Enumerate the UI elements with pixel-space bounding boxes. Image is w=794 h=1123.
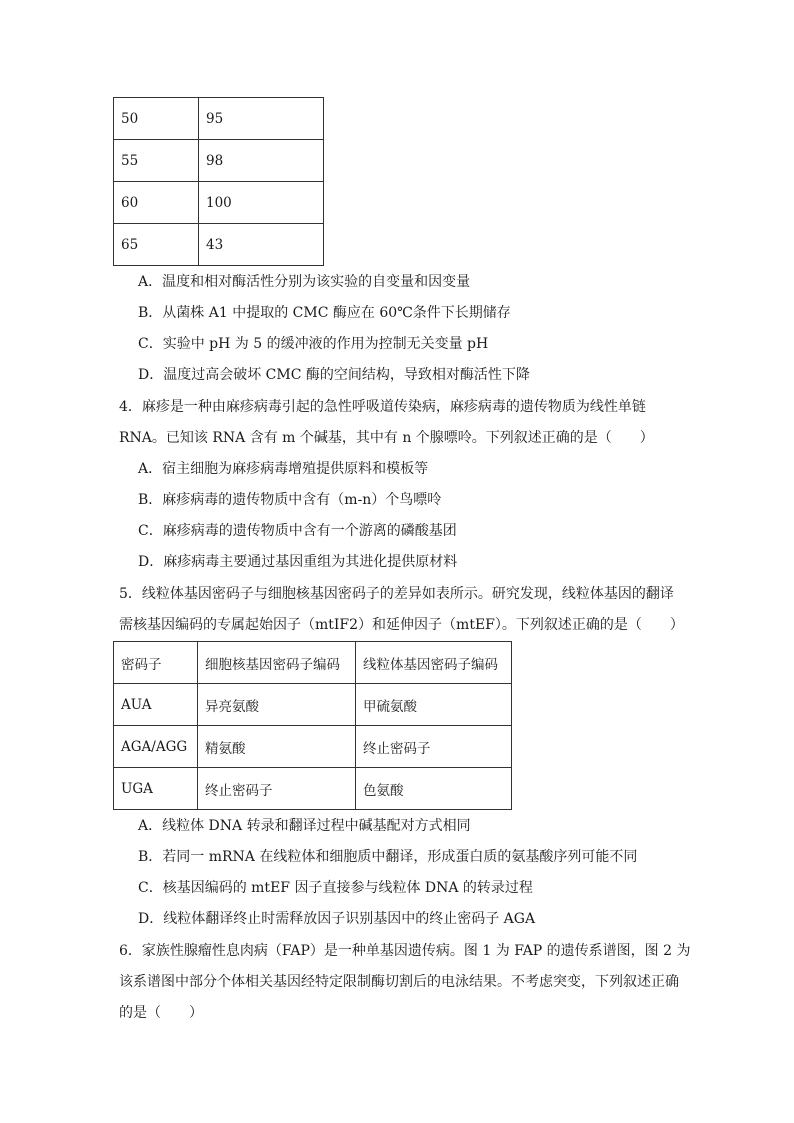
q4-option-a: A．宿主细胞为麻疹病毒增殖提供原料和模板等	[138, 461, 429, 477]
q5-option-d: D．线粒体翻译终止时需释放因子识别基因中的终止密码子 AGA	[138, 911, 536, 927]
table-cell: 色氨酸	[356, 768, 512, 810]
q6-stem-line2: 该系谱图中部分个体相关基因经特定限制酶切割后的电泳结果。不考虑突变，下列叙述正确	[119, 974, 679, 990]
table-header-cell: 密码子	[114, 642, 198, 684]
table-cell: AGA/AGG	[114, 726, 198, 768]
table-cell: 55	[114, 140, 199, 182]
table-cell: 甲硫氨酸	[356, 684, 512, 726]
table-row	[114, 768, 512, 810]
table-cell: 60	[114, 182, 199, 224]
q5-stem-line1: 5．线粒体基因密码子与细胞核基因密码子的差异如表所示。研究发现，线粒体基因的翻译	[119, 586, 674, 602]
q3-option-d: D．温度过高会破坏 CMC 酶的空间结构，导致相对酶活性下降	[138, 367, 530, 383]
table-cell: 43	[199, 224, 324, 266]
q5-option-b: B．若同一 mRNA 在线粒体和细胞质中翻译，形成蛋白质的氨基酸序列可能不同	[138, 849, 638, 865]
q4-stem-line1: 4．麻疹是一种由麻疹病毒引起的急性呼吸道传染病，麻疹病毒的遗传物质为线性单链	[119, 399, 646, 415]
table-cell: 50	[114, 98, 199, 140]
table-cell: UGA	[114, 768, 198, 810]
table-header-cell: 线粒体基因密码子编码	[356, 642, 512, 684]
q6-stem-line1: 6．家族性腺瘤性息肉病（FAP）是一种单基因遗传病。图 1 为 FAP 的遗传系谱图，图 2 为	[119, 943, 691, 959]
q4-stem-line2: RNA。已知该 RNA 含有 m 个碱基，其中有 n 个腺嘌呤。下列叙述正确的是（ ）	[119, 430, 654, 446]
table-header-row	[114, 642, 512, 684]
table-cell: 终止密码子	[356, 726, 512, 768]
table-cell: 65	[114, 224, 199, 266]
temperature-activity-table	[113, 97, 324, 266]
q4-option-b: B．麻疹病毒的遗传物质中含有（m-n）个鸟嘌呤	[138, 492, 442, 508]
table-cell: AUA	[114, 684, 198, 726]
q3-option-c: C．实验中 pH 为 5 的缓冲液的作用为控制无关变量 pH	[138, 336, 489, 352]
q4-option-c: C．麻疹病毒的遗传物质中含有一个游离的磷酸基团	[138, 523, 457, 539]
q5-option-a: A．线粒体 DNA 转录和翻译过程中碱基配对方式相同	[138, 818, 471, 834]
table-row	[114, 726, 512, 768]
table-row	[114, 140, 324, 182]
q4-option-d: D．麻疹病毒主要通过基因重组为其进化提供原材料	[138, 554, 458, 570]
q3-option-a: A．温度和相对酶活性分别为该实验的自变量和因变量	[138, 274, 471, 290]
codon-comparison-table	[113, 641, 512, 810]
table-row	[114, 224, 324, 266]
table-header-cell: 细胞核基因密码子编码	[198, 642, 356, 684]
q3-option-b: B．从菌株 A1 中提取的 CMC 酶应在 60℃条件下长期储存	[138, 305, 511, 321]
table-row	[114, 684, 512, 726]
q5-option-c: C．核基因编码的 mtEF 因子直接参与线粒体 DNA 的转录过程	[138, 880, 533, 896]
table-cell: 98	[199, 140, 324, 182]
table-row	[114, 182, 324, 224]
table-row	[114, 98, 324, 140]
q6-stem-line3: 的是（ ）	[119, 1005, 203, 1021]
table-cell: 终止密码子	[198, 768, 356, 810]
table-cell: 精氨酸	[198, 726, 356, 768]
table-cell: 异亮氨酸	[198, 684, 356, 726]
table-cell: 95	[199, 98, 324, 140]
q5-stem-line2: 需核基因编码的专属起始因子（mtIF2）和延伸因子（mtEF）。下列叙述正确的是（ ）	[119, 617, 684, 633]
table-cell: 100	[199, 182, 324, 224]
